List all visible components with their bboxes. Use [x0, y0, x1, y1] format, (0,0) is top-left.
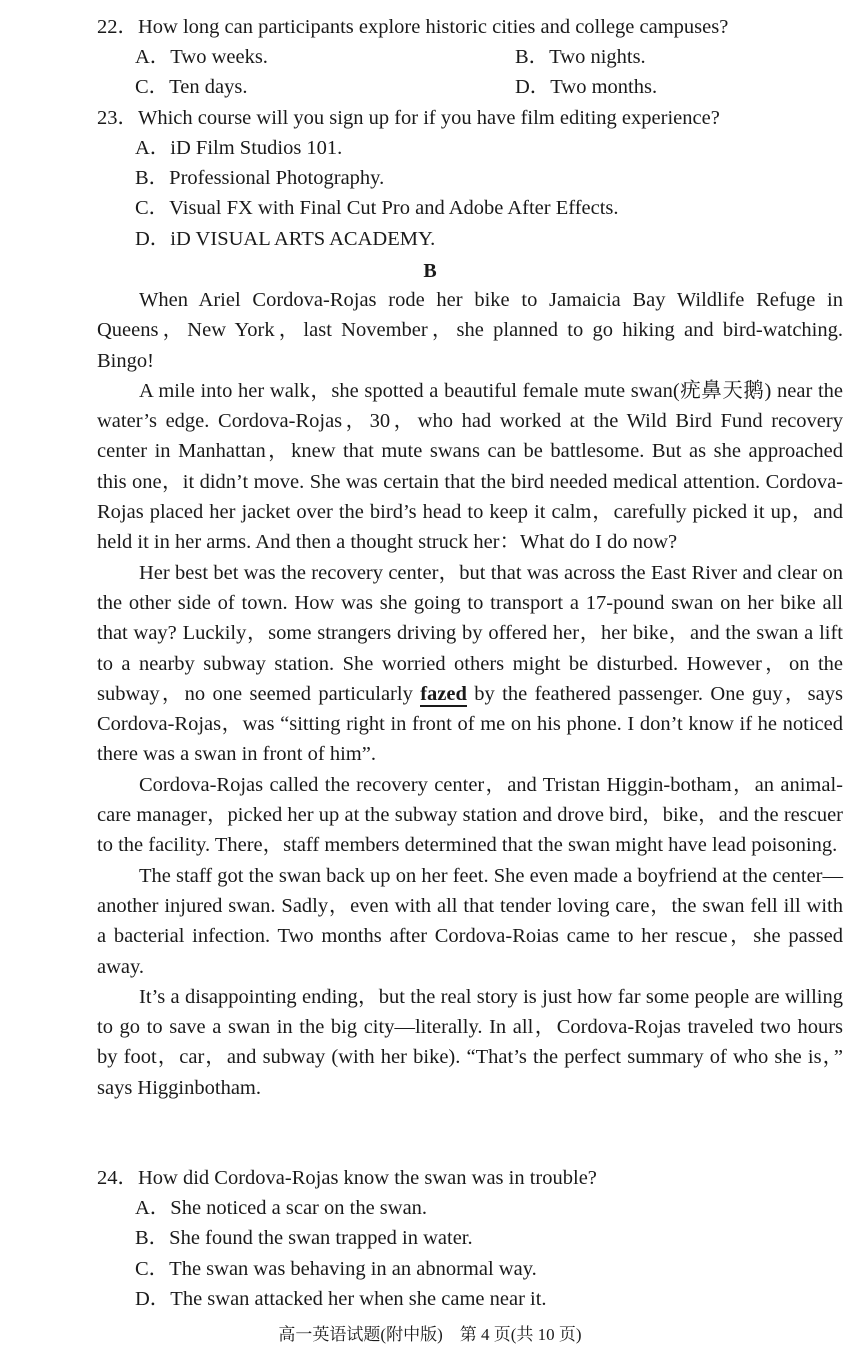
- question-22-option-b: B．Two nights.: [515, 46, 646, 68]
- passage-paragraph-3: [97, 558, 843, 770]
- question-23-option-b: B．Professional Photography.: [135, 167, 385, 189]
- question-24-option-b: B．She found the swan trapped in water.: [135, 1227, 473, 1249]
- vocabulary-word-fazed: fazed: [420, 682, 467, 705]
- passage-paragraph-6: It’s a disappointing ending，but the real story is just how far some people are willing to go to save a swan in the big city—literally. In all，Cordova-Rojas traveled two hours by foot，car，and subway (with her bike). “That’s the perfect summary of who she is，” says Higginbotham.: [97, 985, 843, 1099]
- passage-paragraph-1: When Ariel Cordova-Rojas rode her bike to Jamaicia Bay Wildlife Refuge in Queens，New York，last November，she planned to go hiking and bird-watching. Bingo!: [97, 289, 843, 372]
- section-heading: B: [423, 260, 437, 282]
- passage-paragraph-5: The staff got the swan back up on her feet. She even made a boyfriend at the center—another injured swan. Sadly，even with all that tender loving care，the swan fell ill with a bacterial infection. Two months after Cordova-Roias came to her rescue，she passed away.: [97, 864, 843, 978]
- passage-paragraph-2: A mile into her walk，she spotted a beautiful female mute swan(疣鼻天鹅) near the water’s edge. Cordova-Rojas，30，who had worked at the Wild Bird Fund recovery center in Manhattan，knew that mute swans can be battlesome. But as she approached this one，it didn’t move. She was certain that the bird needed medical attention. Cordova-Rojas placed her jacket over the bird’s head to keep it calm，carefully picked it up，and held it in her arms. And then a thought struck her：What do I do now?: [97, 379, 843, 554]
- question-23-option-c: C．Visual FX with Final Cut Pro and Adobe After Effects.: [135, 197, 619, 219]
- question-22-option-c: C．Ten days.: [135, 76, 248, 98]
- question-24-option-a: A．She noticed a scar on the swan.: [135, 1197, 428, 1219]
- passage-paragraph-4: Cordova-Rojas called the recovery center，and Tristan Higgin-botham，an animal-care manager，picked her up at the subway station and drove bird，bike，and the rescuer to the facility. There，staff members determined that the swan might have lead poisoning.: [97, 773, 843, 857]
- question-22-option-d: D．Two months.: [515, 76, 658, 98]
- question-24-option-d: D．The swan attacked her when she came near it.: [135, 1288, 547, 1310]
- question-23-option-a: A．iD Film Studios 101.: [135, 137, 343, 159]
- question-24-option-c: C．The swan was behaving in an abnormal way.: [135, 1258, 537, 1280]
- passage-paragraph-3-part-2: by the feathered passenger. One guy，says Cordova-Rojas，was “sitting right in front of me on his phone. I don’t know if he noticed there was a swan in front of him”.: [97, 682, 843, 766]
- reading-passage: [97, 285, 843, 1103]
- question-22-stem: 22．How long can participants explore historic cities and college campuses?: [97, 16, 729, 38]
- question-24-stem: 24．How did Cordova-Rojas know the swan was in trouble?: [97, 1167, 597, 1189]
- page-footer: 高一英语试题(附中版) 第 4 页(共 10 页): [278, 1325, 582, 1344]
- question-22-option-a: A．Two weeks.: [135, 46, 268, 68]
- question-23-option-d: D．iD VISUAL ARTS ACADEMY.: [135, 228, 436, 250]
- question-23-stem: 23．Which course will you sign up for if you have film editing experience?: [97, 107, 720, 129]
- passage-paragraph-3-part-1: Her best bet was the recovery center，but that was across the East River and clear on the other side of town. How was she going to transport a 17-pound swan on her bike all that way? Luckily，some strangers driving by offered her，her bike，and the swan a lift to a nearby subway station. She worried others might be disturbed. However，on the subway，no one seemed particularly: [97, 561, 843, 705]
